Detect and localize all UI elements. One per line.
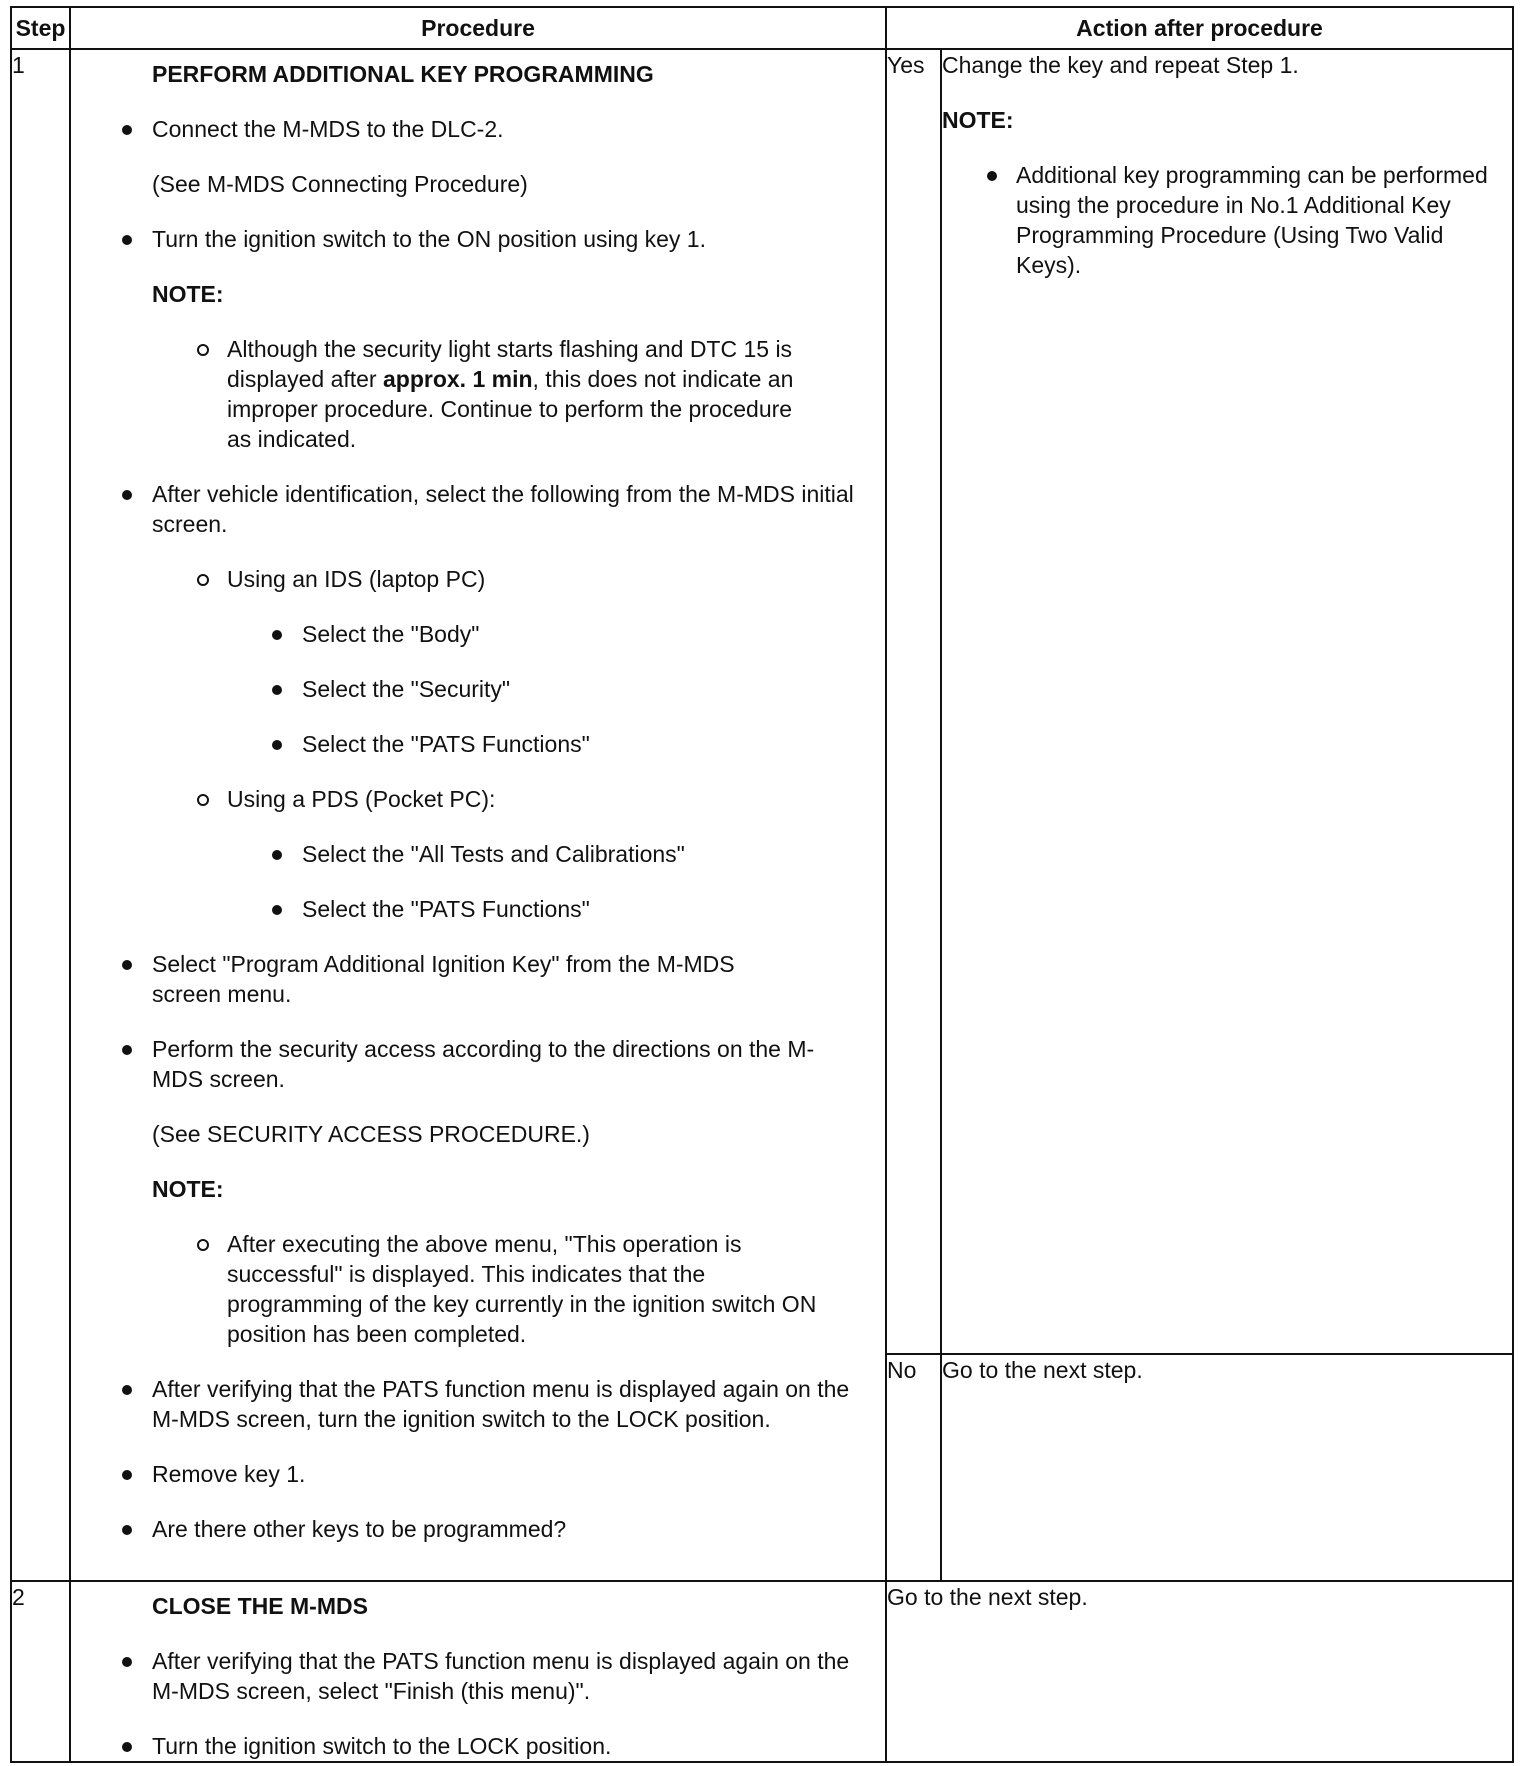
yes-note-label: NOTE:	[942, 107, 1014, 133]
action-column-header: Action after procedure	[886, 7, 1513, 49]
step1-bullet-ignition-on: Turn the ignition switch to the ON position using key 1.	[71, 224, 885, 254]
note1-text-start: Although the security light starts flashing and DTC 15 is displayed after	[227, 336, 793, 392]
note1-text-bold: approx. 1 min	[382, 366, 533, 392]
step2-row	[11, 1581, 1513, 1762]
step1-number: 1	[11, 49, 70, 1581]
step1-note1-item	[71, 334, 885, 454]
step1-security-reference: (See SECURITY ACCESS PROCEDURE.)	[152, 1121, 590, 1147]
step2-bullet-finish: After verifying that the PATS function menu is displayed again on the M-MDS screen, select "Finish (this menu)".	[71, 1646, 885, 1706]
step1-note1-label: NOTE:	[152, 281, 224, 307]
step-column-header: Step	[11, 7, 70, 49]
yes-action-text: Change the key and repeat Step 1.	[942, 52, 1299, 78]
step2-action: Go to the next step.	[886, 1581, 1513, 1762]
ids-item-body: Select the "Body"	[71, 619, 885, 649]
note1-text-end: , this does not indicate an improper procedure. Continue to perform the procedure as indicated.	[227, 366, 794, 452]
step2-procedure	[70, 1581, 886, 1762]
ids-item-pats: Select the "PATS Functions"	[71, 729, 885, 759]
step1-note2-item: After executing the above menu, "This operation is successful" is displayed. This indicates that the programming of the key currently in the ignition switch ON position has been completed.	[71, 1229, 885, 1349]
no-action: Go to the next step.	[941, 1354, 1513, 1581]
yes-action	[941, 49, 1513, 1354]
step1-bullet-lock: After verifying that the PATS function menu is displayed again on the M-MDS screen, turn the ignition switch to the LOCK position.	[71, 1374, 885, 1434]
yes-label: Yes	[886, 49, 941, 1354]
procedure-column-header: Procedure	[70, 7, 886, 49]
step1-bullet-connect: Connect the M-MDS to the DLC-2.	[71, 114, 885, 144]
yes-note-item: Additional key programming can be performed using the procedure in No.1 Additional Key Programming Procedure (Using Two Valid Keys).	[942, 160, 1512, 280]
pds-item-all-tests: Select the "All Tests and Calibrations"	[71, 839, 885, 869]
step1-row-yes	[11, 49, 1513, 1354]
step1-bullet-remove-key: Remove key 1.	[71, 1459, 885, 1489]
step1-pds-label: Using a PDS (Pocket PC):	[71, 784, 885, 814]
step2-title: CLOSE THE M-MDS	[152, 1593, 368, 1619]
step2-bullet-lock: Turn the ignition switch to the LOCK position.	[71, 1731, 885, 1761]
pds-item-pats: Select the "PATS Functions"	[71, 894, 885, 924]
procedure-table	[10, 6, 1514, 1763]
no-label: No	[886, 1354, 941, 1581]
ids-item-security: Select the "Security"	[71, 674, 885, 704]
header-row	[11, 7, 1513, 49]
step1-bullet-question: Are there other keys to be programmed?	[71, 1514, 885, 1544]
step1-note2-label: NOTE:	[152, 1176, 224, 1202]
step1-connect-reference: (See M-MDS Connecting Procedure)	[152, 171, 528, 197]
step1-ids-label: Using an IDS (laptop PC)	[71, 564, 885, 594]
step2-number: 2	[11, 1581, 70, 1762]
step1-bullet-vehicle-id: After vehicle identification, select the following from the M-MDS initial screen.	[71, 479, 885, 539]
step1-bullet-security-access: Perform the security access according to the directions on the M-MDS screen.	[71, 1034, 885, 1094]
step1-procedure	[70, 49, 886, 1581]
step1-title: PERFORM ADDITIONAL KEY PROGRAMMING	[152, 61, 654, 87]
step1-bullet-program-key: Select "Program Additional Ignition Key" from the M-MDS screen menu.	[71, 949, 885, 1009]
